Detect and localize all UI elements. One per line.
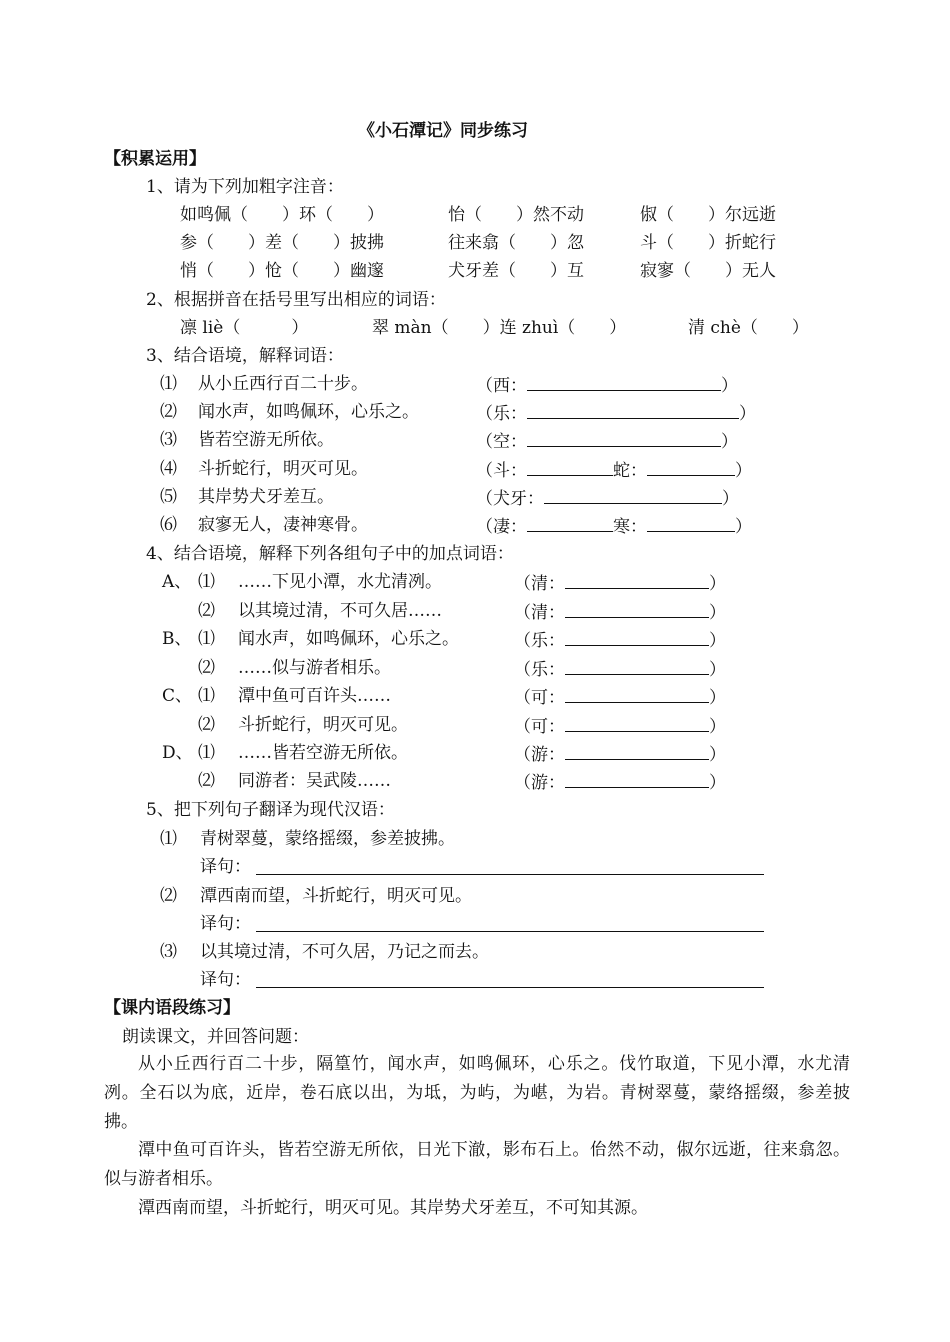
passage-paragraph: 从小丘西行百二十步，隔篁竹，闻水声，如鸣佩环，心乐之。伐竹取道，下见小潭，水尤清冽。全石以为底，近岸，卷石底以出，为坻，为屿，为嵁，为岩。青树翠蔓，蒙络摇缀，参差披拂。 xyxy=(104,1054,850,1132)
q1-item: 悄（ ）怆（ ）幽邃 xyxy=(180,261,384,281)
q2-item: 凛 liè（ ） xyxy=(180,318,309,338)
answer-blank[interactable] xyxy=(527,373,721,391)
answer-blank[interactable] xyxy=(527,429,721,447)
q5-sentence: 以其境过清，不可久居，乃记之而去。 xyxy=(200,942,489,962)
q5-number: ⑴ xyxy=(160,829,177,849)
q5-number: ⑶ xyxy=(160,942,177,962)
q2-item: 清 chè（ ） xyxy=(688,318,809,338)
q4-answer: （清： ） xyxy=(514,600,726,624)
q4-sentence: 同游者：吴武陵…… xyxy=(238,771,391,791)
answer-blank[interactable] xyxy=(527,514,613,532)
answer-blank[interactable] xyxy=(647,458,735,476)
q3-sentence: 寂寥无人，凄神寒骨。 xyxy=(198,515,368,535)
q4-number: ⑴ xyxy=(198,686,215,706)
q1-item: 怡（ ）然不动 xyxy=(448,205,584,225)
translation-label: 译句： xyxy=(200,914,251,934)
answer-blank[interactable] xyxy=(565,600,709,618)
passage-paragraph: 潭中鱼可百许头，皆若空游无所依，日光下澈，影布石上。佁然不动，俶尔远逝，往来翕忽。似与游者相乐。 xyxy=(104,1140,850,1189)
answer-blank[interactable] xyxy=(647,514,735,532)
q4-sentence: 以其境过清，不可久居…… xyxy=(238,601,442,621)
q3-answer: （凄： 寒： ） xyxy=(476,514,752,538)
section-heading-passage: 【课内语段练习】 xyxy=(104,998,240,1018)
q3-answer: （犬牙： ） xyxy=(476,486,739,510)
answer-blank[interactable] xyxy=(565,628,709,646)
q1-item: 犬牙差（ ）互 xyxy=(448,261,584,281)
answer-blank[interactable] xyxy=(565,770,709,788)
q4-stem: 4、结合语境，解释下列各组句子中的加点词语： xyxy=(146,544,514,564)
q4-group-letter: B、 xyxy=(162,629,192,649)
q3-sentence: 其岸势犬牙差互。 xyxy=(198,487,334,507)
q1-item: 如鸣佩（ ）环（ ） xyxy=(180,205,384,225)
q5-number: ⑵ xyxy=(160,886,177,906)
q4-number: ⑵ xyxy=(198,715,215,735)
q4-sentence: 斗折蛇行，明灭可见。 xyxy=(238,715,408,735)
q5-sentence: 潭西南而望，斗折蛇行，明灭可见。 xyxy=(200,886,472,906)
q4-answer: （乐： ） xyxy=(514,628,726,652)
answer-blank[interactable] xyxy=(565,714,709,732)
answer-blank[interactable] xyxy=(565,657,709,675)
q3-number: ⑹ xyxy=(160,515,177,535)
q3-answer: （乐： ） xyxy=(476,401,756,425)
q5-stem: 5、把下列句子翻译为现代汉语： xyxy=(146,800,395,820)
q3-number: ⑴ xyxy=(160,374,177,394)
q3-number: ⑸ xyxy=(160,487,177,507)
q4-sentence: ……下见小潭，水尤清冽。 xyxy=(238,572,442,592)
q1-item: 寂寥（ ）无人 xyxy=(640,261,776,281)
answer-blank[interactable] xyxy=(565,742,709,760)
answer-blank[interactable] xyxy=(527,401,739,419)
q3-number: ⑵ xyxy=(160,402,177,422)
answer-blank[interactable] xyxy=(527,458,613,476)
answer-blank[interactable] xyxy=(565,571,709,589)
passage-instruction: 朗读课文，并回答问题： xyxy=(122,1027,309,1047)
q4-answer: （游： ） xyxy=(514,770,726,794)
q4-answer: （可： ） xyxy=(514,685,726,709)
q3-sentence: 斗折蛇行，明灭可见。 xyxy=(198,459,368,479)
translation-line[interactable] xyxy=(256,987,764,988)
answer-blank[interactable] xyxy=(565,685,709,703)
q3-number: ⑶ xyxy=(160,430,177,450)
q4-answer: （乐： ） xyxy=(514,657,726,681)
q4-sentence: 潭中鱼可百许头…… xyxy=(238,686,391,706)
q4-group-letter: C、 xyxy=(162,686,193,706)
q1-stem: 1、请为下列加粗字注音： xyxy=(146,177,344,197)
q5-sentence: 青树翠蔓，蒙络摇缀，参差披拂。 xyxy=(200,829,455,849)
q1-item: 往来翕（ ）忽 xyxy=(448,233,584,253)
q4-group-letter: D、 xyxy=(162,743,193,763)
translation-label: 译句： xyxy=(200,970,251,990)
q2-item: 翠 màn（ ）连 zhuì（ ） xyxy=(372,318,627,338)
translation-line[interactable] xyxy=(256,874,764,875)
q4-number: ⑵ xyxy=(198,658,215,678)
q1-item: 斗（ ）折蛇行 xyxy=(640,233,776,253)
q3-sentence: 从小丘西行百二十步。 xyxy=(198,374,368,394)
q4-answer: （可： ） xyxy=(514,714,726,738)
q4-number: ⑵ xyxy=(198,601,215,621)
q4-number: ⑴ xyxy=(198,572,215,592)
q2-stem: 2、根据拼音在括号里写出相应的词语： xyxy=(146,290,446,310)
translation-line[interactable] xyxy=(256,931,764,932)
page-title: 《小石潭记》同步练习 xyxy=(358,121,528,141)
q4-number: ⑵ xyxy=(198,771,215,791)
q3-answer: （西： ） xyxy=(476,373,738,397)
q4-number: ⑴ xyxy=(198,743,215,763)
q3-stem: 3、结合语境，解释词语： xyxy=(146,346,344,366)
q3-number: ⑷ xyxy=(160,459,177,479)
q3-answer: （斗： 蛇： ） xyxy=(476,458,752,482)
q1-item: 参（ ）差（ ）披拂 xyxy=(180,233,384,253)
answer-blank[interactable] xyxy=(544,486,722,504)
translation-label: 译句： xyxy=(200,857,251,877)
q4-answer: （游： ） xyxy=(514,742,726,766)
q1-item: 俶（ ）尔远逝 xyxy=(640,205,776,225)
q3-answer: （空： ） xyxy=(476,429,738,453)
section-heading-accumulation: 【积累运用】 xyxy=(104,149,206,169)
q4-answer: （清： ） xyxy=(514,571,726,595)
q4-sentence: ……似与游者相乐。 xyxy=(238,658,391,678)
q4-group-letter: A、 xyxy=(162,572,192,592)
q4-sentence: ……皆若空游无所依。 xyxy=(238,743,408,763)
q3-sentence: 闻水声，如鸣佩环，心乐之。 xyxy=(198,402,419,422)
passage-paragraph: 潭西南而望，斗折蛇行，明灭可见。其岸势犬牙差互，不可知其源。 xyxy=(138,1198,648,1218)
q4-number: ⑴ xyxy=(198,629,215,649)
q4-sentence: 闻水声，如鸣佩环，心乐之。 xyxy=(238,629,459,649)
q3-sentence: 皆若空游无所依。 xyxy=(198,430,334,450)
